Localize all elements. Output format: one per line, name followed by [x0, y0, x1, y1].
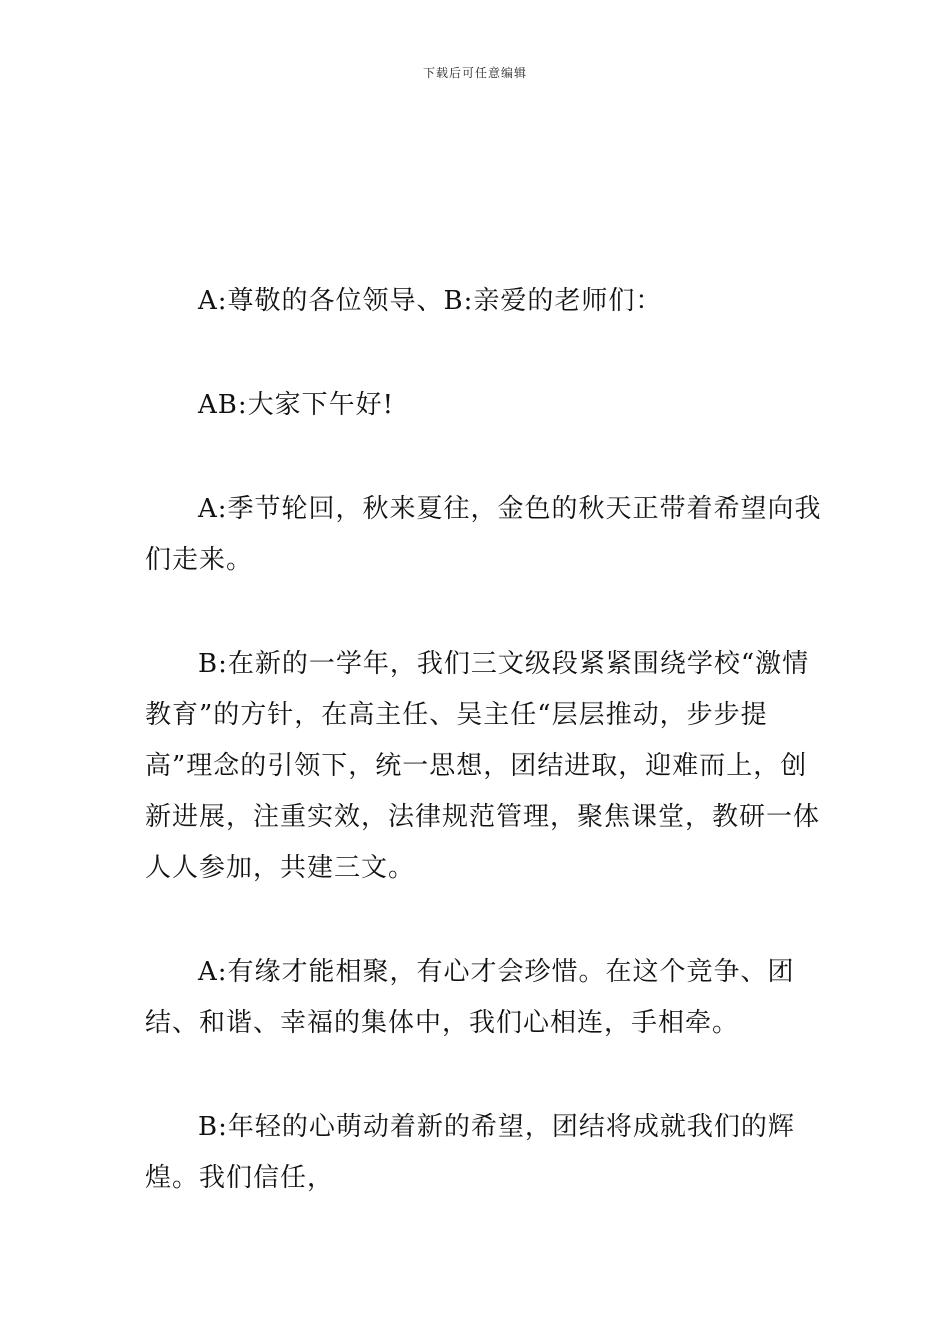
paragraph-hope: B:年轻的心萌动着新的希望，团结将成就我们的辉煌。我们信任， — [145, 1112, 795, 1193]
paragraph-greeting: A:尊敬的各位领导、B:亲爱的老师们： — [198, 286, 663, 316]
paragraph-season: A:季节轮回，秋来夏往，金色的秋天正带着希望向我们走来。 — [145, 494, 822, 575]
paragraph-unity: A:有缘才能相聚，有心才会珍惜。在这个竞争、团结、和谐、幸福的集体中，我们心相连，手相牵。 — [145, 957, 795, 1038]
paragraph-new-year: B:在新的一学年，我们三文级段紧紧围绕学校“激情教育”的方针，在高主任、吴主任“层层推动，步步提高”理念的引领下，统一思想，团结进取，迎难而上，创新进展，注重实效，法律规范管理，聚焦课堂，教研一体人人参加，共建三文。 — [145, 649, 821, 883]
header-note: 下载后可任意编辑 — [422, 66, 527, 80]
document-body — [145, 276, 830, 1257]
paragraph-good-afternoon: AB:大家下午好! — [198, 390, 395, 420]
